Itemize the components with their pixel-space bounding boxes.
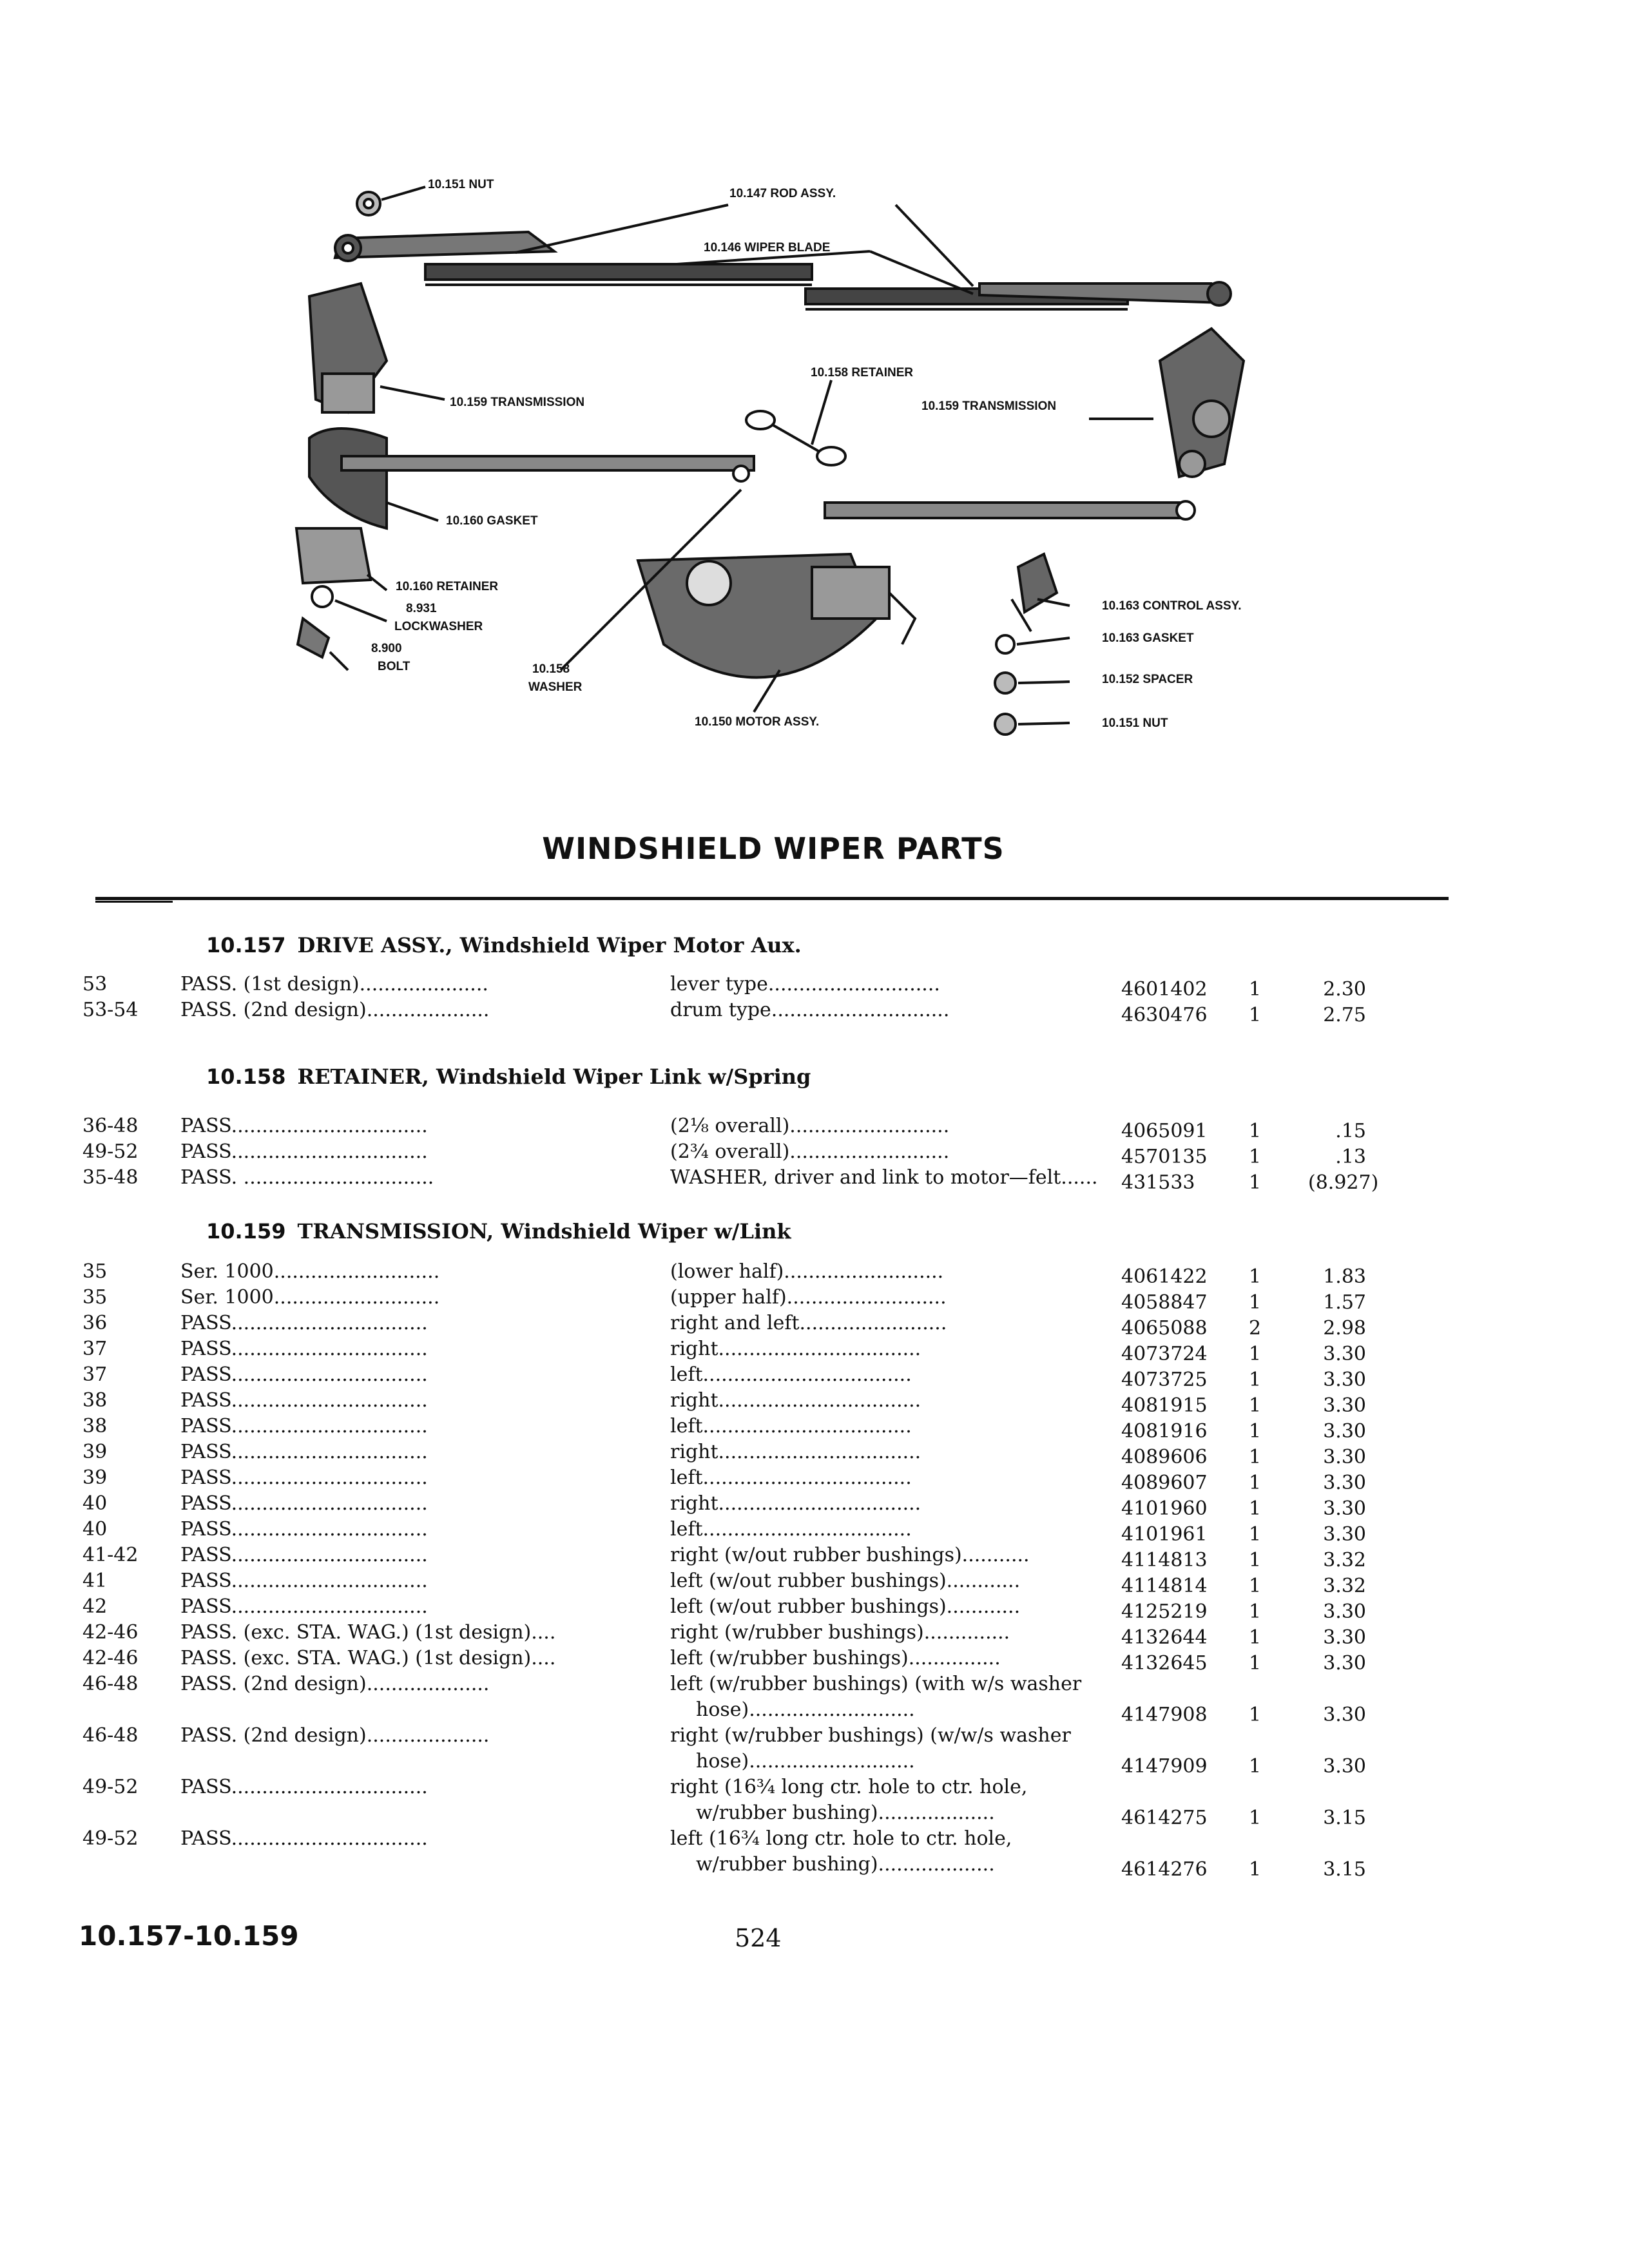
label-control-assy: 10.163 CONTROL ASSY. [1102,599,1242,613]
table-row [0,1338,1482,1365]
part-number-cell: 4101961 [1121,1523,1208,1546]
quantity-cell: 1 [1249,1575,1262,1597]
model-cell: PASS................................ [180,1312,428,1334]
price-cell: 3.30 [1323,1523,1366,1546]
table-row [0,1776,1482,1829]
model-cell: PASS................................ [180,1827,428,1850]
year-cell: 42-46 [82,1647,139,1669]
section-heading-10-157 [206,933,802,957]
quantity-cell: 1 [1249,1704,1262,1726]
label-bolt: BOLT [378,660,410,673]
model-cell: PASS. (exc. STA. WAG.) (1st design).... [180,1621,556,1644]
title-rule-accent [95,901,173,903]
price-cell: 3.30 [1323,1600,1366,1623]
quantity-cell: 1 [1249,1343,1262,1365]
part-number-cell: 4114814 [1121,1575,1208,1597]
model-cell: PASS................................ [180,1776,428,1798]
table-row [0,1827,1482,1881]
price-cell: .15 [1335,1120,1366,1142]
label-nut-top: 10.151 NUT [428,178,494,191]
year-cell: 49-52 [82,1827,139,1850]
year-cell: 49-52 [82,1776,139,1798]
table-row [0,1115,1482,1142]
model-cell: PASS................................ [180,1518,428,1541]
description-cell: left (w/rubber bushings)............... [670,1647,1001,1669]
part-number-cell: 4570135 [1121,1146,1208,1168]
year-cell: 46-48 [82,1724,139,1747]
quantity-cell: 1 [1249,1497,1262,1520]
year-cell: 38 [82,1389,108,1412]
quantity-cell: 1 [1249,1265,1262,1288]
model-cell: PASS. (2nd design).................... [180,999,490,1021]
part-number-cell: 4614275 [1121,1807,1208,1829]
label-retainer-left: 10.160 RETAINER [396,580,499,593]
year-cell: 42 [82,1595,108,1618]
year-cell: 41-42 [82,1544,139,1566]
quantity-cell: 1 [1249,1004,1262,1026]
model-cell: PASS. ............................... [180,1166,434,1189]
part-number-cell: 4065091 [1121,1120,1208,1142]
year-cell: 49-52 [82,1140,139,1163]
section-name: TRANSMISSION, Windshield Wiper w/Link [297,1219,791,1244]
price-cell: 3.30 [1323,1446,1366,1468]
page-title: WINDSHIELD WIPER PARTS [542,831,1005,866]
table-row [0,1621,1482,1648]
table-row [0,1260,1482,1287]
label-motor-assy: 10.150 MOTOR ASSY. [695,715,820,729]
section-name: DRIVE ASSY., Windshield Wiper Motor Aux. [297,933,802,957]
description-cell: right................................. [670,1338,921,1360]
quantity-cell: 1 [1249,1755,1262,1778]
table-row [0,1166,1482,1193]
year-cell: 35 [82,1260,108,1283]
footer-section-range: 10.157-10.159 [79,1920,299,1952]
section-number: 10.158 [206,1064,286,1089]
description-cell: lever type............................ [670,973,940,995]
table-row [0,1724,1482,1778]
right-small-parts [995,635,1016,735]
table-row [0,1441,1482,1468]
left-link-part [309,428,754,528]
quantity-cell: 1 [1249,1472,1262,1494]
price-cell: 3.15 [1323,1858,1366,1881]
table-row [0,1673,1482,1726]
model-cell: PASS................................ [180,1492,428,1515]
table-row [0,1389,1482,1416]
part-number-cell: 4073724 [1121,1343,1208,1365]
year-cell: 37 [82,1363,108,1386]
quantity-cell: 1 [1249,1171,1262,1194]
table-row [0,1312,1482,1339]
part-number-cell: 4061422 [1121,1265,1208,1288]
description-continuation-cell: w/rubber bushing)................... [696,1802,995,1824]
price-cell: 3.30 [1323,1626,1366,1649]
model-cell: Ser. 1000........................... [180,1260,440,1283]
part-number-cell: 4132644 [1121,1626,1208,1649]
year-cell: 40 [82,1518,108,1541]
model-cell: PASS. (1st design)..................... [180,973,488,995]
model-cell: PASS................................ [180,1389,428,1412]
quantity-cell: 1 [1249,1394,1262,1417]
year-cell: 36-48 [82,1115,139,1137]
part-number-cell: 4058847 [1121,1291,1208,1314]
description-cell: left (w/out rubber bushings)............ [670,1595,1021,1618]
label-bolt-num: 8.900 [371,642,402,655]
right-link-part [825,501,1195,519]
lockwasher-part [312,586,333,607]
description-continuation-cell: hose)........................... [696,1698,915,1721]
price-cell: 3.32 [1323,1575,1366,1597]
section-heading-10-159 [206,1219,791,1244]
quantity-cell: 1 [1249,1120,1262,1142]
year-cell: 53 [82,973,108,995]
year-cell: 42-46 [82,1621,139,1644]
model-cell: PASS. (2nd design).................... [180,1724,490,1747]
price-cell: 3.30 [1323,1497,1366,1520]
description-cell: left.................................. [670,1415,912,1437]
label-lockwasher-num: 8.931 [406,602,437,615]
page-number: 524 [735,1924,782,1952]
quantity-cell: 1 [1249,1807,1262,1829]
part-number-cell: 4089607 [1121,1472,1208,1494]
price-cell: 3.30 [1323,1652,1366,1675]
model-cell: PASS. (2nd design).................... [180,1673,490,1695]
year-cell: 36 [82,1312,108,1334]
quantity-cell: 2 [1249,1317,1262,1340]
title-rule [95,897,1449,900]
part-number-cell: 4114813 [1121,1549,1208,1571]
table-row [0,999,1482,1026]
part-number-cell: 4601402 [1121,978,1208,1001]
center-retainer-part [746,411,845,465]
motor-assembly-part [638,554,915,677]
year-cell: 37 [82,1338,108,1360]
description-cell: right................................. [670,1389,921,1412]
label-wiper-blade: 10.146 WIPER BLADE [704,241,831,255]
price-cell: 2.75 [1323,1004,1366,1026]
control-assembly-part [1012,554,1057,631]
year-cell: 38 [82,1415,108,1437]
model-cell: PASS................................ [180,1466,428,1489]
table-row [0,1570,1482,1597]
part-number-cell: 4101960 [1121,1497,1208,1520]
model-cell: PASS................................ [180,1544,428,1566]
table-row [0,973,1482,1000]
quantity-cell: 1 [1249,1446,1262,1468]
label-washer: WASHER [528,680,583,694]
table-row [0,1286,1482,1313]
label-transmission-left: 10.159 TRANSMISSION [450,396,585,409]
section-number: 10.159 [206,1219,286,1244]
wiper-exploded-diagram [0,0,1629,760]
part-number-cell: 4147909 [1121,1755,1208,1778]
description-cell: left (16¾ long ctr. hole to ctr. hole, [670,1827,1012,1850]
label-gasket-left: 10.160 GASKET [446,514,538,528]
price-cell: 3.30 [1323,1755,1366,1778]
description-cell: left.................................. [670,1518,912,1541]
year-cell: 39 [82,1441,108,1463]
model-cell: PASS................................ [180,1595,428,1618]
description-cell: right and left........................ [670,1312,947,1334]
description-cell: left.................................. [670,1363,912,1386]
year-cell: 41 [82,1570,108,1592]
quantity-cell: 1 [1249,978,1262,1001]
description-cell: right................................. [670,1441,921,1463]
description-cell: (2⅛ overall).......................... [670,1115,950,1137]
table-row [0,1595,1482,1622]
price-cell: 3.32 [1323,1549,1366,1571]
quantity-cell: 1 [1249,1146,1262,1168]
quantity-cell: 1 [1249,1523,1262,1546]
section-number: 10.157 [206,933,286,957]
part-number-cell: 4089606 [1121,1446,1208,1468]
price-cell: 3.15 [1323,1807,1366,1829]
part-number-cell: 4630476 [1121,1004,1208,1026]
quantity-cell: 1 [1249,1291,1262,1314]
label-spacer: 10.152 SPACER [1102,673,1193,686]
left-transmission-part [309,284,387,412]
part-number-cell: 4081916 [1121,1420,1208,1443]
quantity-cell: 1 [1249,1652,1262,1675]
part-number-cell: 4125219 [1121,1600,1208,1623]
year-cell: 35-48 [82,1166,139,1189]
quantity-cell: 1 [1249,1600,1262,1623]
table-row [0,1492,1482,1519]
price-cell: 3.30 [1323,1704,1366,1726]
quantity-cell: 1 [1249,1369,1262,1391]
description-cell: right................................. [670,1492,921,1515]
year-cell: 39 [82,1466,108,1489]
model-cell: PASS................................ [180,1140,428,1163]
description-cell: left (w/rubber bushings) (with w/s washer [670,1673,1082,1695]
left-retainer-plate-part [296,528,371,583]
model-cell: PASS................................ [180,1338,428,1360]
price-cell: .13 [1335,1146,1366,1168]
description-cell: right (w/rubber bushings) (w/w/s washer [670,1724,1071,1747]
label-rod-assy: 10.147 ROD ASSY. [729,187,836,200]
part-number-cell: 4081915 [1121,1394,1208,1417]
price-cell: 2.98 [1323,1317,1366,1340]
description-cell: drum type............................. [670,999,950,1021]
table-row [0,1415,1482,1442]
label-nut-bottom: 10.151 NUT [1102,716,1168,730]
quantity-cell: 1 [1249,1626,1262,1649]
model-cell: PASS................................ [180,1570,428,1592]
price-cell: 1.57 [1323,1291,1366,1314]
section-name: RETAINER, Windshield Wiper Link w/Spring [297,1064,811,1089]
part-number-cell: 4614276 [1121,1858,1208,1881]
description-cell: WASHER, driver and link to motor—felt...... [670,1166,1098,1189]
model-cell: PASS................................ [180,1115,428,1137]
left-wiper-arm-part [335,232,554,261]
label-retainer-center: 10.158 RETAINER [811,366,914,380]
model-cell: PASS................................ [180,1415,428,1437]
description-cell: left (w/out rubber bushings)............ [670,1570,1021,1592]
price-cell: 3.30 [1323,1369,1366,1391]
model-cell: PASS................................ [180,1363,428,1386]
quantity-cell: 1 [1249,1858,1262,1881]
right-transmission-part [1160,329,1244,477]
price-cell: 3.30 [1323,1472,1366,1494]
price-cell: (8.927) [1308,1171,1379,1194]
label-gasket-right: 10.163 GASKET [1102,631,1194,645]
part-number-cell: 431533 [1121,1171,1195,1194]
description-cell: (lower half).......................... [670,1260,944,1283]
description-cell: right (w/rubber bushings).............. [670,1621,1010,1644]
table-row [0,1518,1482,1545]
label-lockwasher: LOCKWASHER [394,620,483,633]
year-cell: 53-54 [82,999,139,1021]
year-cell: 40 [82,1492,108,1515]
part-number-cell: 4132645 [1121,1652,1208,1675]
description-continuation-cell: hose)........................... [696,1750,915,1773]
left-wiper-blade-part [425,264,812,285]
price-cell: 3.30 [1323,1420,1366,1443]
price-cell: 2.30 [1323,978,1366,1001]
year-cell: 35 [82,1286,108,1309]
bolt-part [298,619,329,657]
table-row [0,1363,1482,1390]
price-cell: 3.30 [1323,1343,1366,1365]
section-heading-10-158 [206,1064,811,1089]
model-cell: Ser. 1000........................... [180,1286,440,1309]
part-number-cell: 4073725 [1121,1369,1208,1391]
table-row [0,1544,1482,1571]
model-cell: PASS................................ [180,1441,428,1463]
quantity-cell: 1 [1249,1549,1262,1571]
year-cell: 46-48 [82,1673,139,1695]
price-cell: 3.30 [1323,1394,1366,1417]
label-transmission-right: 10.159 TRANSMISSION [921,399,1057,413]
part-number-cell: 4065088 [1121,1317,1208,1340]
nut-top-part [357,187,425,215]
label-washer-num: 10.158 [532,662,570,676]
description-cell: (2¾ overall).......................... [670,1140,950,1163]
description-cell: right (w/out rubber bushings)........... [670,1544,1030,1566]
table-row [0,1140,1482,1168]
description-cell: left.................................. [670,1466,912,1489]
description-cell: right (16¾ long ctr. hole to ctr. hole, [670,1776,1028,1798]
part-number-cell: 4147908 [1121,1704,1208,1726]
description-cell: (upper half).......................... [670,1286,947,1309]
quantity-cell: 1 [1249,1420,1262,1443]
table-row [0,1466,1482,1494]
model-cell: PASS. (exc. STA. WAG.) (1st design).... [180,1647,556,1669]
table-row [0,1647,1482,1674]
description-continuation-cell: w/rubber bushing)................... [696,1853,995,1876]
price-cell: 1.83 [1323,1265,1366,1288]
